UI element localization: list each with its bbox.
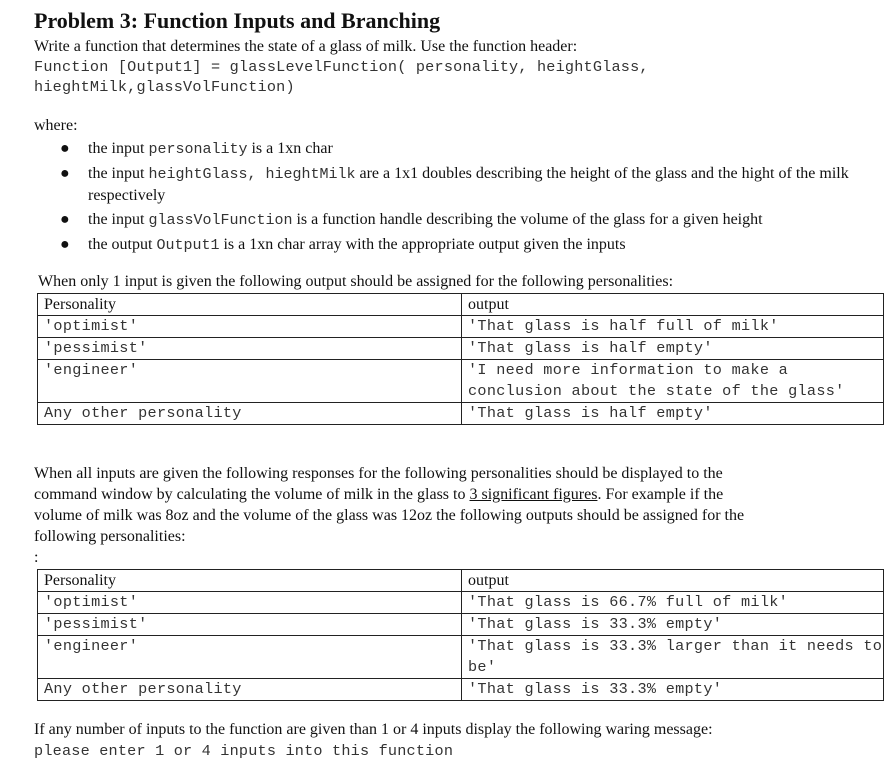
table-header-cell: Personality bbox=[38, 570, 462, 592]
personality-cell: 'engineer' bbox=[38, 360, 462, 403]
output-cell: 'That glass is 33.3% empty' bbox=[462, 679, 884, 701]
where-label: where: bbox=[34, 117, 78, 134]
output-cell: 'I need more information to make a conclusion about the state of the glass' bbox=[462, 360, 884, 403]
input-description-list bbox=[56, 138, 886, 259]
table-row bbox=[38, 403, 884, 425]
output-cell: 'That glass is half empty' bbox=[462, 338, 884, 360]
table1-caption: When only 1 input is given the following output should be assigned for the following personalities: bbox=[38, 273, 674, 290]
warning-message: please enter 1 or 4 inputs into this function bbox=[34, 742, 454, 760]
colon-mark: : bbox=[34, 549, 39, 566]
table-row bbox=[38, 614, 884, 636]
personality-cell: 'optimist' bbox=[38, 592, 462, 614]
list-item: ● the input personality is a 1xn char bbox=[60, 140, 333, 158]
table-header-row bbox=[38, 294, 884, 316]
table-row bbox=[38, 338, 884, 360]
table-header-cell: output bbox=[462, 570, 884, 592]
table-header-cell: Personality bbox=[38, 294, 462, 316]
list-item: ● the output Output1 is a 1xn char array with the appropriate output given the inputs bbox=[60, 236, 626, 254]
code-token: glassVolFunction bbox=[148, 212, 293, 229]
personality-cell: Any other personality bbox=[38, 679, 462, 701]
all-inputs-table bbox=[37, 569, 884, 701]
output-cell: 'That glass is half full of milk' bbox=[462, 316, 884, 338]
code-token: Output1 bbox=[156, 237, 220, 254]
personality-cell: 'optimist' bbox=[38, 316, 462, 338]
function-header-line1: Function [Output1] = glassLevelFunction( personality, heightGlass, bbox=[34, 58, 649, 76]
output-cell: 'That glass is 66.7% full of milk' bbox=[462, 592, 884, 614]
intro-text: Write a function that determines the state of a glass of milk. Use the function header: bbox=[34, 38, 578, 55]
list-item: ● the input glassVolFunction is a function handle describing the volume of the glass for a given height bbox=[60, 211, 763, 229]
personality-cell: Any other personality bbox=[38, 403, 462, 425]
table-row bbox=[38, 360, 884, 403]
table-row bbox=[38, 592, 884, 614]
code-token: personality bbox=[148, 141, 248, 158]
personality-cell: 'pessimist' bbox=[38, 338, 462, 360]
output-cell: 'That glass is half empty' bbox=[462, 403, 884, 425]
table-header-cell: output bbox=[462, 294, 884, 316]
output-cell: 'That glass is 33.3% empty' bbox=[462, 614, 884, 636]
bullet-icon: ● bbox=[60, 211, 70, 228]
footer-text: If any number of inputs to the function are given than 1 or 4 inputs display the following waring message: bbox=[34, 721, 713, 738]
bullet-icon: ● bbox=[60, 236, 70, 253]
table-row bbox=[38, 679, 884, 701]
output-cell: 'That glass is 33.3% larger than it needs to be' bbox=[462, 636, 884, 679]
page-title: Problem 3: Function Inputs and Branching bbox=[34, 8, 441, 33]
bullet-icon: ● bbox=[60, 165, 70, 182]
table-row bbox=[38, 636, 884, 679]
table-row bbox=[38, 316, 884, 338]
code-token: heightGlass, hieghtMilk bbox=[148, 166, 356, 183]
personality-cell: 'engineer' bbox=[38, 636, 462, 679]
paragraph-line: When all inputs are given the following responses for the following personalities should be displayed to the bbox=[34, 465, 723, 482]
table-header-row bbox=[38, 570, 884, 592]
function-header-line2: hieghtMilk,glassVolFunction) bbox=[34, 78, 295, 96]
bullet-icon: ● bbox=[60, 140, 70, 157]
paragraph-line: following personalities: bbox=[34, 528, 186, 545]
paragraph-line: command window by calculating the volume of milk in the glass to 3 significant figures. For example if the bbox=[34, 486, 724, 503]
single-input-table bbox=[37, 293, 884, 425]
significant-figures-link: 3 significant figures bbox=[469, 486, 598, 503]
personality-cell: 'pessimist' bbox=[38, 614, 462, 636]
paragraph-line: volume of milk was 8oz and the volume of the glass was 12oz the following outputs should be assigned for the bbox=[34, 507, 745, 524]
list-item: ● the input heightGlass, hieghtMilk are a 1x1 doubles describing the height of the glass and the hight of the milk respectively bbox=[60, 165, 849, 204]
